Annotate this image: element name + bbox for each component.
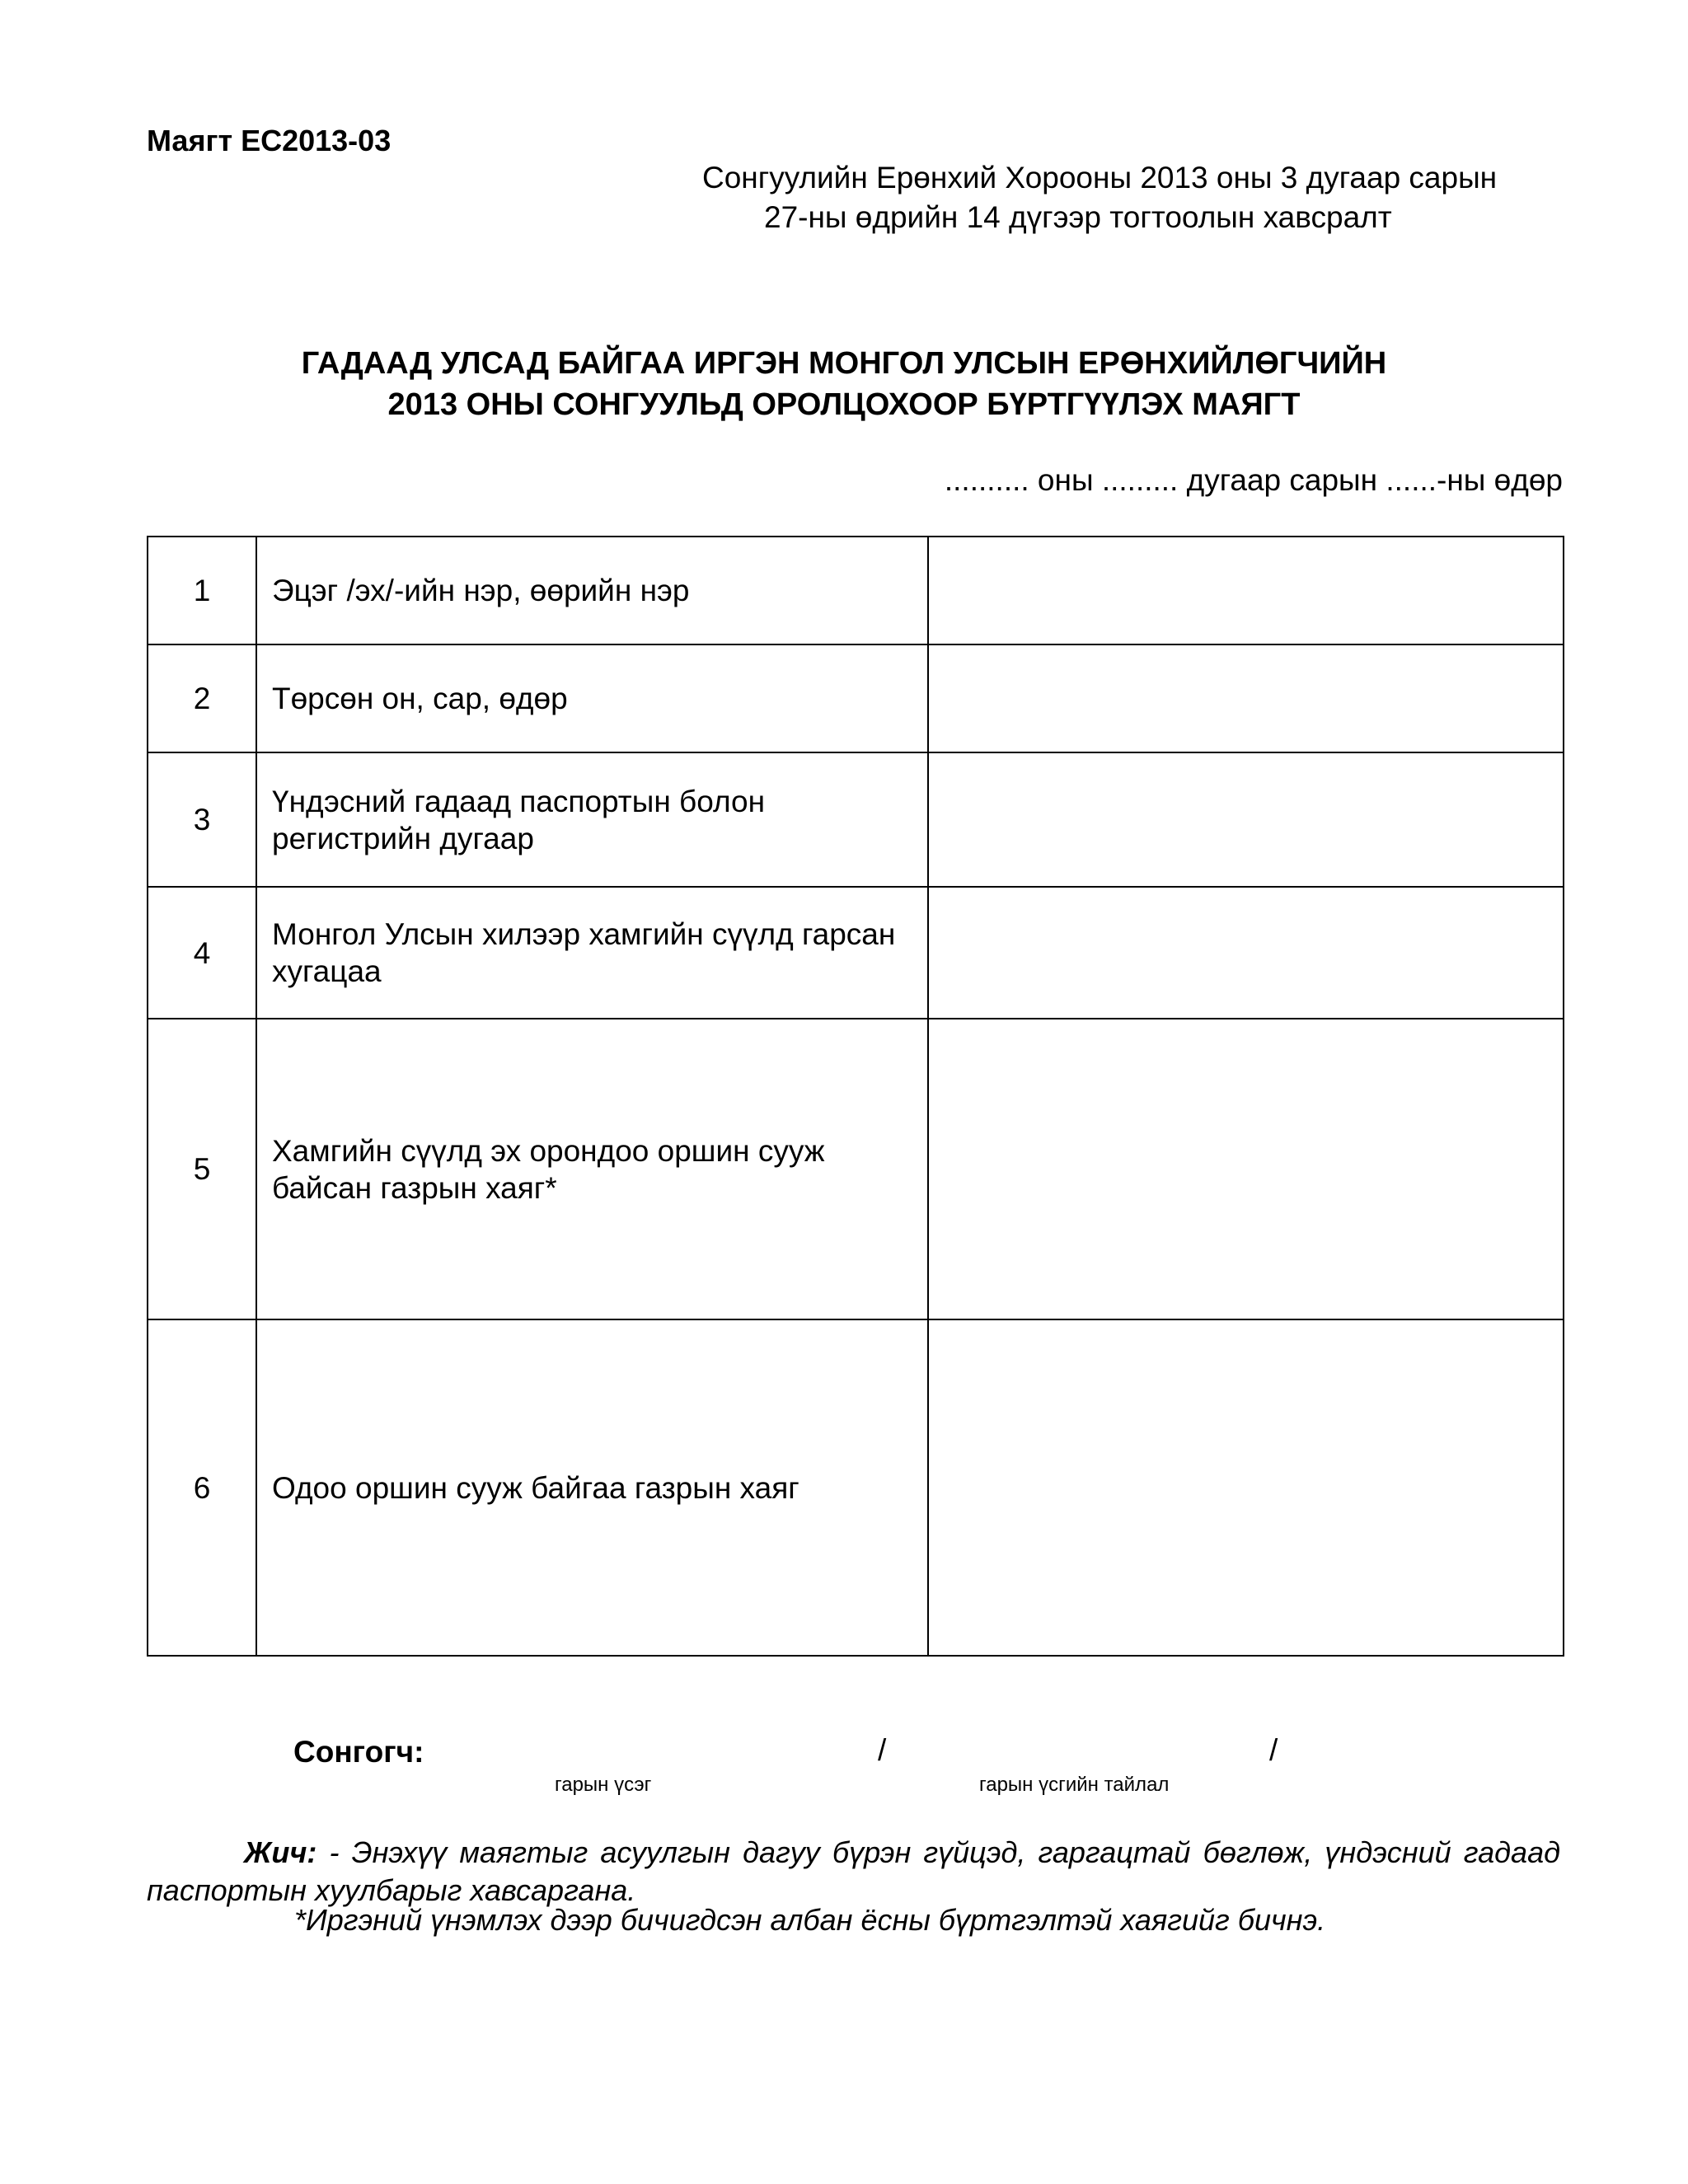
resolution-reference-line-2: 27-ны өдрийн 14 дүгээр тогтоолын хавсралт	[764, 200, 1392, 234]
row-number: 2	[148, 644, 256, 752]
row-value-field[interactable]	[928, 644, 1564, 752]
table-row	[148, 537, 1564, 644]
footnote: *Иргэний үнэмлэх дээр бичигдсэн албан ёсны бүртгэлтэй хаягийг бичнэ.	[294, 1903, 1326, 1937]
row-number: 5	[148, 1019, 256, 1319]
row-number: 3	[148, 752, 256, 887]
row-value-field[interactable]	[928, 752, 1564, 887]
row-value-field[interactable]	[928, 1019, 1564, 1319]
signature-decoding-caption: гарын үсгийн тайлал	[979, 1774, 1170, 1796]
signature-separator: /	[1269, 1733, 1278, 1767]
row-number: 4	[148, 887, 256, 1019]
table-row	[148, 1319, 1564, 1656]
table-row	[148, 644, 1564, 752]
table-row	[148, 887, 1564, 1019]
note-label: Жич:	[244, 1835, 317, 1869]
row-label: Монгол Улсын хилээр хамгийн сүүлд гарсан хугацаа	[256, 887, 928, 1019]
note-text: - Энэхүү маягтыг асуулгын дагуу бүрэн гүйцэд, гаргацтай бөглөж, үндэсний гадаад паспортын хуулбарыг хавсаргана.	[147, 1835, 1560, 1907]
row-value-field[interactable]	[928, 1319, 1564, 1656]
table-row	[148, 752, 1564, 887]
row-number: 6	[148, 1319, 256, 1656]
row-label: Одоо оршин сууж байгаа газрын хаяг	[256, 1319, 928, 1656]
resolution-reference-line-1: Сонгуулийн Ерөнхий Хорооны 2013 оны 3 дугаар сарын	[702, 161, 1498, 194]
row-label: Төрсөн он, сар, өдөр	[256, 644, 928, 752]
row-value-field[interactable]	[928, 887, 1564, 1019]
row-value-field[interactable]	[928, 537, 1564, 644]
registration-table	[147, 536, 1564, 1657]
note-paragraph	[147, 1834, 1560, 1910]
form-code: Маягт ЕС2013-03	[147, 124, 392, 157]
signature-separator: /	[878, 1733, 887, 1767]
row-label: Үндэсний гадаад паспортын болон регистрийн дугаар	[256, 752, 928, 887]
form-title-line-2: 2013 ОНЫ СОНГУУЛЬД ОРОЛЦОХООР БҮРТГҮҮЛЭХ МАЯГТ	[387, 387, 1301, 422]
date-line: .......... оны ......... дугаар сарын ......-ны өдөр	[944, 463, 1563, 497]
row-number: 1	[148, 537, 256, 644]
form-title-line-1: ГАДААД УЛСАД БАЙГАА ИРГЭН МОНГОЛ УЛСЫН ЕРӨНХИЙЛӨГЧИЙН	[301, 346, 1387, 381]
table-row	[148, 1019, 1564, 1319]
voter-label: Сонгогч:	[293, 1735, 424, 1769]
signature-caption: гарын үсэг	[555, 1774, 652, 1796]
row-label: Эцэг /эх/-ийн нэр, өөрийн нэр	[256, 537, 928, 644]
row-label: Хамгийн сүүлд эх орондоо оршин сууж байсан газрын хаяг*	[256, 1019, 928, 1319]
